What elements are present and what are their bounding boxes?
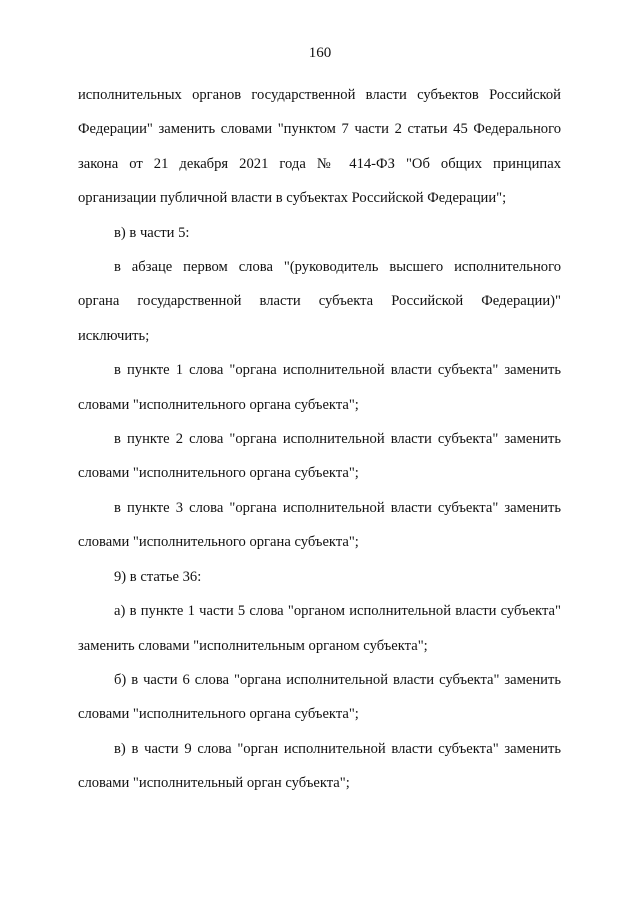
paragraph-continuation: исполнительных органов государственной власти субъектов Российской Федерации" заменить словами "пунктом 7 части 2 статьи 45 Федерального закона от 21 декабря 2021 года № 414-ФЗ "Об общих принципах организации публичной власти в субъектах Российской Федерации"; xyxy=(78,87,561,207)
paragraph-item-b: б) в части 6 слова "органа исполнительной власти субъекта" заменить словами "исполнительного органа субъекта"; xyxy=(78,671,561,723)
document-body xyxy=(78,78,561,801)
paragraph-item-a: а) в пункте 1 части 5 слова "органом исполнительной власти субъекта" заменить словами "исполнительным органом субъекта"; xyxy=(78,603,561,654)
paragraph-point-1: в пункте 1 слова "органа исполнительной власти субъекта" заменить словами "исполнительного органа субъекта"; xyxy=(78,362,561,413)
paragraph-first-abzac: в абзаце первом слова "(руководитель высшего исполнительного органа государственной власти субъекта Российской Федерации)" исключить; xyxy=(78,259,561,344)
paragraph-item-v-part-9: в) в части 9 слова "орган исполнительной власти субъекта" заменить словами "исполнительный орган субъекта"; xyxy=(78,740,561,792)
paragraph-point-2: в пункте 2 слова "органа исполнительной власти субъекта" заменить словами "исполнительного органа субъекта"; xyxy=(78,431,561,482)
paragraph-item-v-part-5: в) в части 5: xyxy=(114,224,190,241)
paragraph-article-36: 9) в статье 36: xyxy=(114,568,202,585)
paragraph-point-3: в пункте 3 слова "органа исполнительной власти субъекта" заменить словами "исполнительного органа субъекта"; xyxy=(78,499,561,551)
page-number: 160 xyxy=(308,45,332,61)
